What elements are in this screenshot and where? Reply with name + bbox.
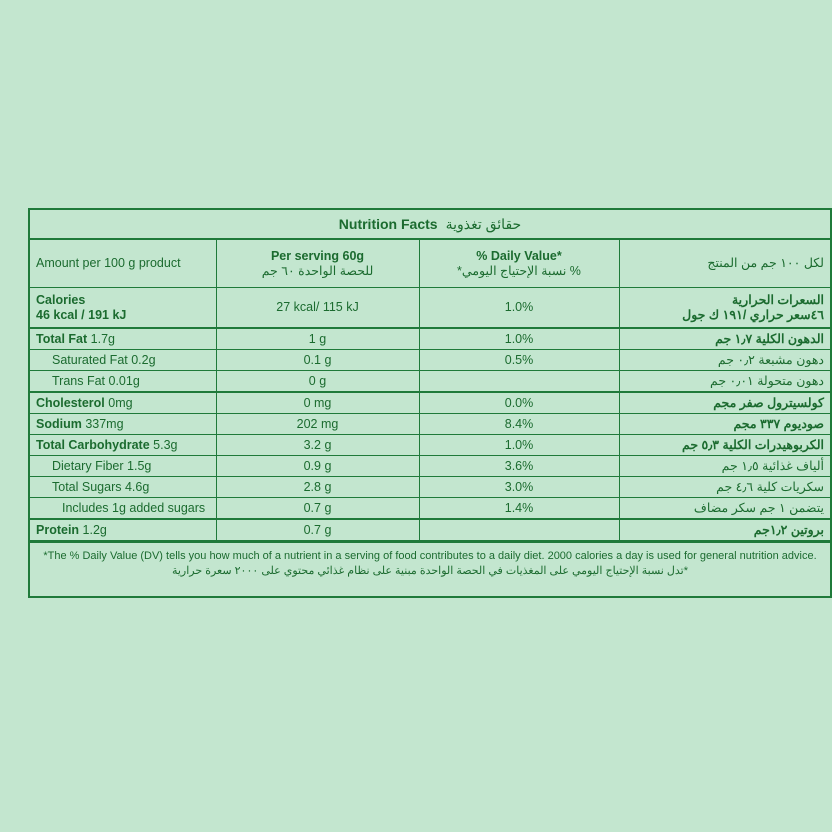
- nutrient-name: Trans Fat 0.01g: [52, 373, 140, 388]
- nutrient-row: [30, 435, 830, 456]
- nutrition-table: [30, 240, 830, 541]
- nutrient-amount: 337mg: [85, 416, 124, 431]
- calories-ar-cell: [619, 288, 830, 329]
- nutrient-amount: 1.7g: [90, 331, 115, 346]
- nutrient-name-cell: [30, 371, 216, 393]
- nutrient-serving: 0.7 g: [216, 519, 419, 541]
- calories-value: 46 kcal / 191 kJ: [36, 307, 127, 322]
- nutrient-row: [30, 519, 830, 541]
- nutrient-row: [30, 350, 830, 371]
- footnote-en: *The % Daily Value (DV) tells you how much of a nutrient in a serving of food contributes to a daily diet. 2000 calories a day is used for general nutrition advice.: [43, 549, 817, 562]
- calories-label-ar: السعرات الحرارية: [731, 293, 824, 308]
- nutrient-dv: 1.4%: [419, 498, 619, 520]
- nutrient-name-cell: [30, 350, 216, 371]
- nutrient-name-ar: سكريات كلية ٤٫٦ جم: [619, 477, 830, 498]
- nutrient-name-ar: ألياف غذائية ١٫٥ جم: [619, 456, 830, 477]
- nutrient-row: [30, 477, 830, 498]
- nutrient-dv: 1.0%: [419, 328, 619, 350]
- nutrient-dv: [419, 371, 619, 393]
- calories-value-ar: ٤٦سعر حراري /١٩١ ك جول: [682, 307, 824, 322]
- nutrient-serving: 0.1 g: [216, 350, 419, 371]
- amount-header-ar: لكل ١٠٠ جم من المنتج: [619, 240, 830, 288]
- nutrient-serving: 0 mg: [216, 392, 419, 414]
- nutrient-serving: 3.2 g: [216, 435, 419, 456]
- nutrient-row: [30, 498, 830, 520]
- nutrient-dv: 1.0%: [419, 435, 619, 456]
- nutrient-name-cell: [30, 435, 216, 456]
- nutrient-amount: 5.3g: [153, 437, 178, 452]
- title-ar: حقائق تغذوية: [445, 215, 522, 232]
- nutrient-name-ar: صوديوم ٣٣٧ مجم: [619, 414, 830, 435]
- nutrient-name-ar: كولسيترول صفر مجم: [619, 392, 830, 414]
- nutrient-dv: 0.5%: [419, 350, 619, 371]
- nutrient-serving: 202 mg: [216, 414, 419, 435]
- serving-header: [216, 240, 419, 288]
- nutrient-name: Dietary Fiber 1.5g: [52, 458, 152, 473]
- nutrient-name-ar: يتضمن ١ جم سكر مضاف: [619, 498, 830, 520]
- nutrient-name-ar: الكربوهيدرات الكلية ٥٫٣ جم: [619, 435, 830, 456]
- nutrient-dv: [419, 519, 619, 541]
- nutrient-name: Total Fat: [36, 331, 88, 346]
- serving-header-en: Per serving 60g: [270, 249, 365, 264]
- nutrient-name-cell: [30, 392, 216, 414]
- calories-row: [30, 288, 830, 329]
- footnote-ar: *تدل نسبة الإحتياج اليومي على المغذيات في الحصة الواحدة مبنية على نظام غذائي محتوي على ٢٠٠٠ سعرة حرارية: [171, 565, 689, 577]
- nutrient-serving: 0.7 g: [216, 498, 419, 520]
- nutrient-name-cell: [30, 328, 216, 350]
- nutrient-dv: 8.4%: [419, 414, 619, 435]
- nutrient-row: [30, 392, 830, 414]
- nutrient-name-ar: دهون متحولة ٠٫٠١ جم: [619, 371, 830, 393]
- calories-label-cell: [30, 288, 216, 329]
- amount-header: Amount per 100 g product: [30, 240, 216, 288]
- nutrient-dv: 0.0%: [419, 392, 619, 414]
- nutrient-serving: 1 g: [216, 328, 419, 350]
- nutrient-serving: 0.9 g: [216, 456, 419, 477]
- calories-serving: 27 kcal/ 115 kJ: [216, 288, 419, 329]
- calories-label: Calories: [36, 293, 86, 308]
- nutrient-name: Sodium: [36, 416, 82, 431]
- nutrient-name-ar: الدهون الكلية ١٫٧ جم: [619, 328, 830, 350]
- nutrient-name: Protein: [36, 522, 80, 537]
- nutrient-name-cell: [30, 477, 216, 498]
- serving-header-ar: للحصة الواحدة ٦٠ جم: [261, 263, 374, 278]
- nutrient-dv: 3.0%: [419, 477, 619, 498]
- panel-title: [30, 210, 830, 240]
- nutrient-name: Total Carbohydrate: [36, 437, 150, 452]
- nutrient-name-cell: [30, 498, 216, 520]
- nutrient-serving: 0 g: [216, 371, 419, 393]
- dv-header: [419, 240, 619, 288]
- nutrient-name-cell: [30, 414, 216, 435]
- nutrition-facts-panel: [28, 208, 832, 598]
- nutrient-row: [30, 371, 830, 393]
- nutrient-serving: 2.8 g: [216, 477, 419, 498]
- nutrient-amount: 1.2g: [82, 522, 107, 537]
- nutrient-row: [30, 328, 830, 350]
- nutrient-name: Cholesterol: [36, 395, 105, 410]
- nutrient-name: Total Sugars 4.6g: [52, 479, 150, 494]
- dv-header-ar: % نسبة الإحتياج اليومي*: [457, 263, 581, 278]
- nutrient-name-ar: دهون مشبعة ٠٫٢ جم: [619, 350, 830, 371]
- nutrient-name-cell: [30, 519, 216, 541]
- nutrient-name-ar: بروتين ١٫٢جم: [619, 519, 830, 541]
- footnote: [30, 541, 830, 585]
- title-en: Nutrition Facts: [338, 216, 438, 232]
- nutrient-row: [30, 414, 830, 435]
- header-row: [30, 240, 830, 288]
- dv-header-en: % Daily Value*: [476, 249, 562, 264]
- nutrient-name-cell: [30, 456, 216, 477]
- nutrient-dv: 3.6%: [419, 456, 619, 477]
- nutrient-name: Saturated Fat 0.2g: [52, 352, 156, 367]
- calories-dv: 1.0%: [419, 288, 619, 329]
- nutrient-name: Includes 1g added sugars: [62, 500, 206, 515]
- nutrient-row: [30, 456, 830, 477]
- nutrient-amount: 0mg: [108, 395, 133, 410]
